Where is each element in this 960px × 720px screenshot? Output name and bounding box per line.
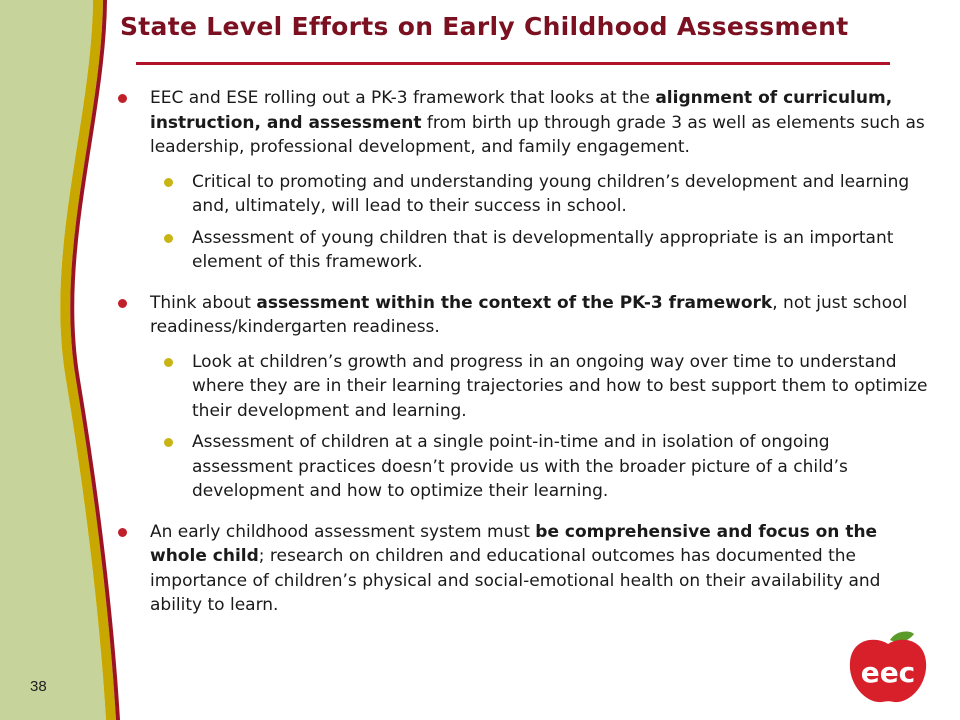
eec-apple-logo — [846, 630, 930, 706]
main-bullet: EEC and ESE rolling out a PK-3 framework that looks at the alignment of curriculum, instruction, and assessment from birth up through grade 3 as well as elements such as leadership, professional development, and family engagement. — [118, 86, 930, 160]
bullet-group-pk3-framework — [118, 86, 930, 275]
slide-title: State Level Efforts on Early Childhood Assessment — [120, 12, 849, 41]
main-bullet: An early childhood assessment system must be comprehensive and focus on the whole child; research on children and educational outcomes has documented the importance of children’s physical and social-emotional health on their availability and ability to learn. — [118, 520, 930, 618]
title-underline — [136, 62, 890, 65]
bold-emphasis: assessment within the context of the PK-3 framework — [256, 292, 773, 313]
bold-emphasis: alignment of curriculum, instruction, and assessment — [150, 88, 893, 133]
bullet-group-assessment-context — [118, 291, 930, 504]
bullet-group-whole-child — [118, 520, 930, 618]
main-bullet: Think about assessment within the context of the PK-3 framework, not just school readiness/kindergarten readiness. — [118, 291, 930, 340]
sub-bullet: Critical to promoting and understanding young children’s development and learning and, ultimately, will lead to their success in school. — [118, 170, 930, 219]
page-number: 38 — [30, 678, 47, 695]
sub-bullet: Look at children’s growth and progress in an ongoing way over time to understand where they are in their learning trajectories and how to best support them to optimize their development and learning. — [118, 350, 930, 424]
slide-body — [118, 86, 930, 634]
sub-bullet: Assessment of young children that is developmentally appropriate is an important element of this framework. — [118, 226, 930, 275]
logo-wordmark: eec — [860, 656, 916, 689]
sub-bullet: Assessment of children at a single point-in-time and in isolation of ongoing assessment practices doesn’t provide us with the broader picture of a child’s development and how to optimize their learning. — [118, 430, 930, 504]
bold-emphasis: be comprehensive and focus on the whole child — [150, 521, 878, 566]
